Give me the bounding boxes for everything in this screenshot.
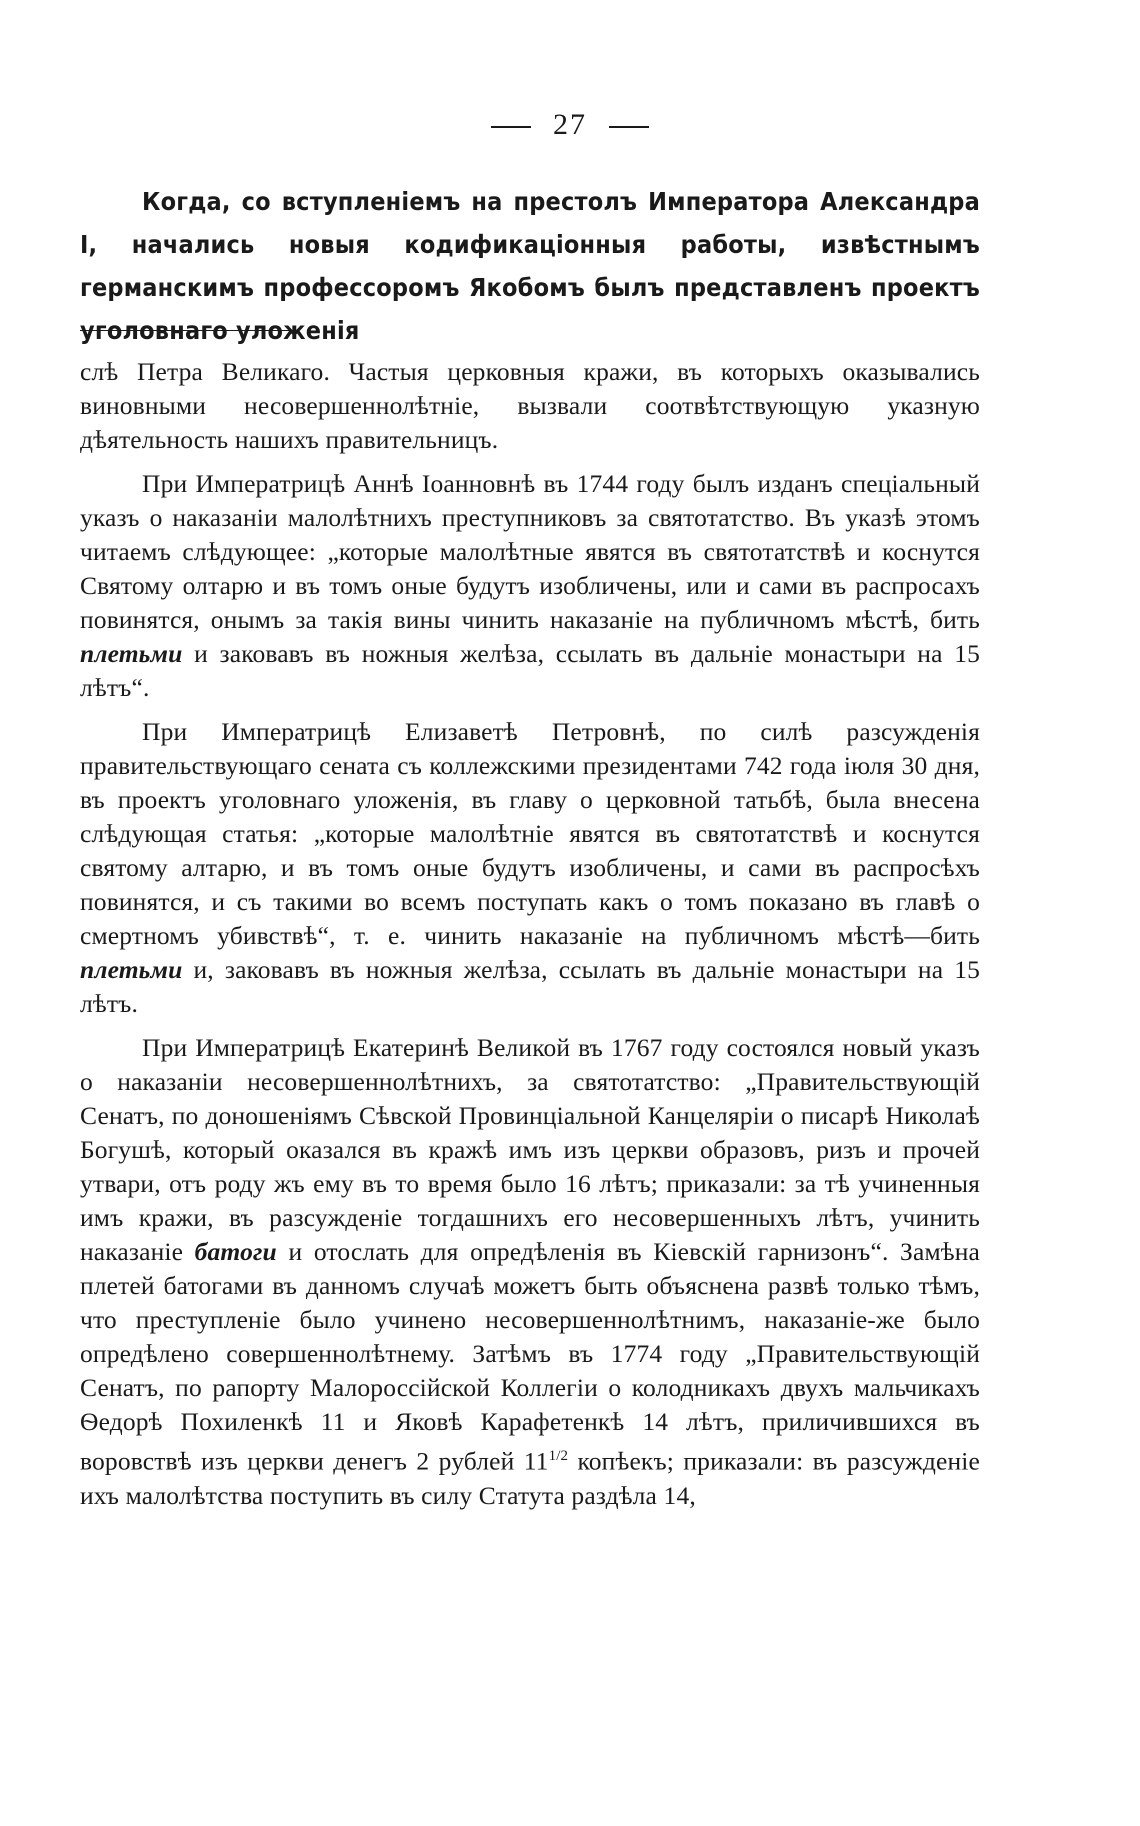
paragraph-4 — [80, 1031, 980, 1513]
text-run: При Императрицѣ Елизаветѣ Петровнѣ, по силѣ разсужденія правительствующаго сената съ коллежскими президентами 742 года іюля 30 дня, въ проектъ уголовнаго уложенія, въ главу о церковной татьбѣ, была внесена слѣдующая статья: „которые малолѣтніе явятся въ святотатствѣ и коснутся святому алтарю, и въ томъ оные будутъ изобличены, и сами въ распросѣхъ повинятся, и съ такими во всемъ поступать какъ о томъ показано въ главѣ о смертномъ убивствѣ“, т. е. чинить наказаніе на публичномъ мѣстѣ—бить — [80, 717, 980, 950]
top-section — [80, 180, 980, 352]
emphasis: плетьми — [80, 639, 183, 668]
top-paragraph: Когда, со вступленіемъ на престолъ Императора Александра I, начались новыя кодификаціонныя работы, извѣстнымъ германскимъ профессоромъ Якобомъ былъ представленъ проектъ уголовнаго уложенія — [80, 187, 980, 345]
text-run: и, заковавъ въ ножныя желѣза, ссылать въ дальніе монастыри на 15 лѣтъ. — [80, 955, 980, 1018]
emphasis: батоги — [194, 1237, 277, 1266]
fraction: 1/2 — [548, 1448, 569, 1464]
text-run: и отослать для опредѣленія въ Кіевскій гарнизонъ“. Замѣна плетей батогами въ данномъ случаѣ можетъ быть объяснена развѣ только тѣмъ, что преступленіе было учинено несовершеннолѣтнимъ, наказаніе-же было опредѣлено совершеннолѣтнему. Затѣмъ въ 1774 году „Правительствующій Сенатъ, по рапорту Малороссійской Коллегіи о колодникахъ двухъ мальчикахъ Ѳедорѣ Похиленкѣ 11 и Яковѣ Карафетенкѣ 14 лѣтъ, приличившихся въ воровствѣ изъ церкви денегъ 2 рублей 11 — [80, 1237, 980, 1476]
emphasis: плетьми — [80, 955, 183, 984]
page-number — [0, 108, 1140, 142]
text-run: При Императрицѣ Аннѣ Іоанновнѣ въ 1744 году былъ изданъ спеціальный указъ о наказаніи малолѣтнихъ преступниковъ за святотатство. Въ указѣ этомъ читаемъ слѣдующее: „которые малолѣтные явятся въ святотатствѣ и коснутся Святому олтарю и въ томъ оные будутъ изобличены, или и сами въ распросахъ повинятся, онымъ за такія вины чинить наказаніе на публичномъ мѣстѣ, бить — [80, 469, 980, 634]
page-number-value: 27 — [553, 108, 587, 141]
main-text — [80, 355, 980, 1523]
paragraph-1 — [80, 355, 980, 457]
text-run: копѣекъ; приказали: въ разсужденіе ихъ малолѣтства поступить въ силу Статута раздѣла 14, — [80, 1446, 980, 1510]
paragraph-3 — [80, 715, 980, 1021]
text-run: и заковавъ въ ножныя желѣза, ссылать въ дальніе монастыри на 15 лѣтъ“. — [80, 639, 980, 702]
footnote-separator — [80, 330, 290, 331]
right-dash — [609, 126, 649, 128]
text-run: При Императрицѣ Екатеринѣ Великой въ 1767 году состоялся новый указъ о наказаніи несовершеннолѣтнихъ, за святотатство: „Правительствующій Сенатъ, по доношеніямъ Сѣвской Провинціальной Канцеляріи о писарѣ Николаѣ Богушѣ, который оказался въ кражѣ имъ изъ церкви образовъ, ризъ и прочей утвари, отъ роду жъ ему въ то время было 16 лѣтъ; приказали: за тѣ учиненныя имъ кражи, въ разсужденіе тогдашнихъ его несовершенныхъ лѣтъ, учинить наказаніе — [80, 1033, 980, 1266]
text-run: слѣ Петра Великаго. Частыя церковныя кражи, въ которыхъ оказывались виновными несовершеннолѣтніе, вызвали соотвѣтствующую указную дѣятельность нашихъ правительницъ. — [80, 357, 980, 454]
left-dash — [491, 126, 531, 128]
paragraph-2 — [80, 467, 980, 705]
